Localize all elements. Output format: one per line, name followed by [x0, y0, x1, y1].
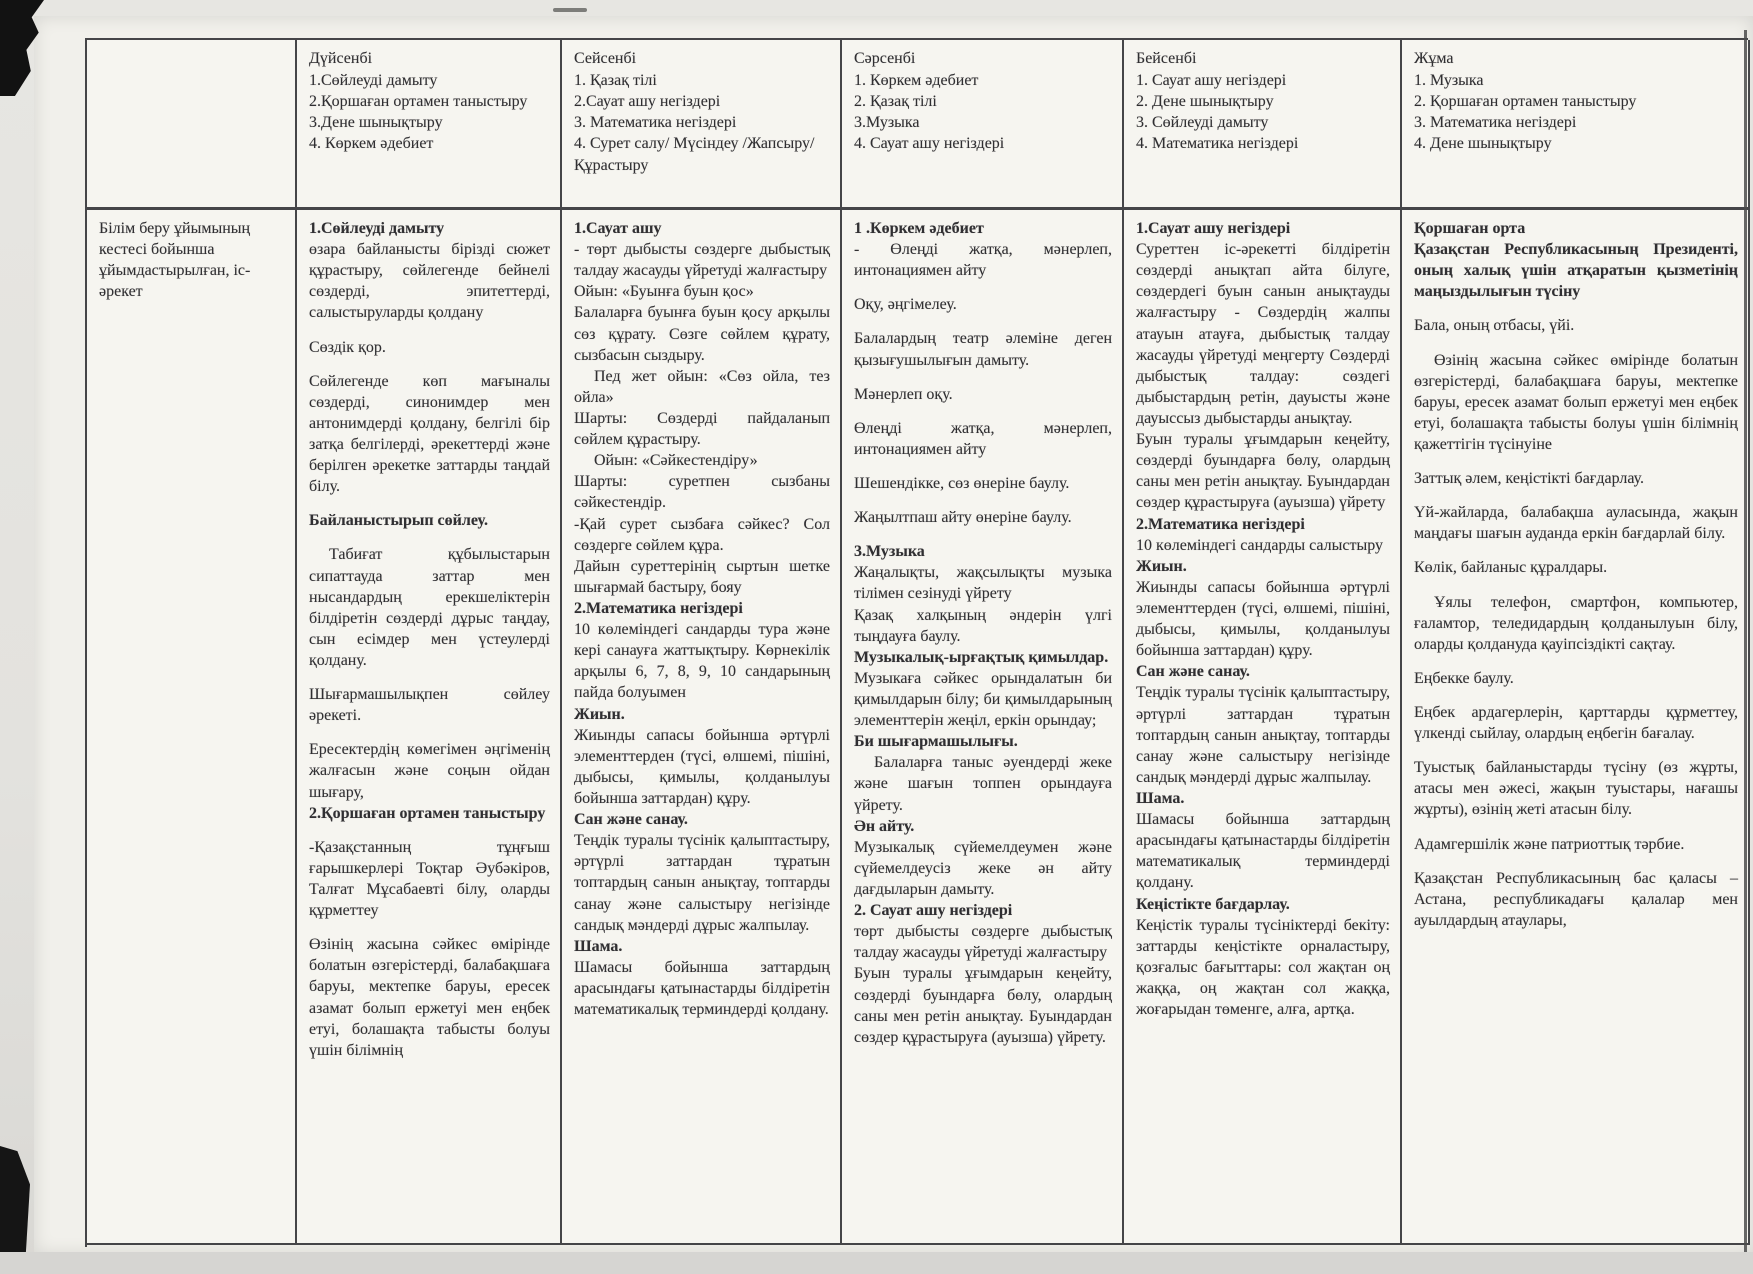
paragraph: Жиынды сапасы бойынша әртүрлі элементтерден (түсі, өлшемі, пішіні, дыбысы, қимылы, қолданылуы бойынша заттардан) құру.	[574, 726, 830, 807]
paragraph: Оқу, әңгімелеу.	[854, 296, 957, 314]
paragraph: Кеңістікте бағдарлау.	[1136, 895, 1290, 913]
scan-artifact-right-edge-line	[1744, 30, 1747, 1252]
day-header-tuesday	[562, 40, 842, 210]
day-title: Сәрсенбі	[854, 50, 916, 67]
paragraph: Шамасы бойынша заттардың арасындағы қатынастарды білдіретін математикалық терминдерді қолдану.	[574, 958, 830, 1019]
paragraph: - төрт дыбысты сөздерге дыбыстық талдау жасауды үйретуді жалғастыру	[574, 241, 830, 280]
day-subject-list	[854, 70, 1112, 154]
paragraph: 1.Сауат ашу	[574, 220, 662, 237]
paragraph: Көлік, байланыс құралдары.	[1414, 559, 1608, 577]
paragraph: Дайын суреттерінің сыртын шетке шығармай бастыру, бояу	[574, 557, 830, 596]
row-label-cell	[87, 210, 297, 1245]
activities-monday	[297, 210, 562, 1245]
paragraph: 10 көлеміндегі сандарды тура және кері санауға жаттықтыру. Көрнекілік арқылы 6, 7, 8, 9, 10 сандарының пайда болуымен	[574, 621, 830, 702]
day-subject: 3. Математика негіздері	[574, 114, 737, 132]
paragraph: Бала, оның отбасы, үйі.	[1414, 317, 1575, 335]
paragraph: Өзінің жасына сәйкес өмірінде болатын өзгерістерді, балабақшаға баруы, мектепке баруы, ересек азамат болып ержетуі мен еңбек етуі, болашақта табысты болуы үшін білімнің қажеттігін түсінуіне	[1414, 351, 1738, 453]
paragraph: Жиын.	[1136, 557, 1187, 575]
day-subject: 1. Қазақ тілі	[574, 72, 657, 90]
paragraph: Суреттен іс-әрекетті білдіретін сөздерді анықтап айта білуге, сөздердегі буын санын анықтауды жалғастыру - Сөздердің жалпы атауын атауға, дыбыстық талдау жасауды үйретуді меңгерту Сөздерді дыбыстық талдау: сөздегі дыбыстардың ретін, дауысты және дауыссыз дыбыстарды анықтау.	[1136, 241, 1390, 427]
paragraph: Жаңалықты, жақсылықты музыка тілімен сезінуді үйрету	[854, 564, 1112, 603]
day-subject-list	[1136, 70, 1390, 154]
header-empty-cell	[87, 40, 297, 210]
day-header-thursday	[1124, 40, 1402, 210]
paragraph: Жиын.	[574, 705, 625, 723]
paragraph: 2.Қоршаған ортамен таныстыру	[309, 804, 546, 822]
paragraph: Теңдік туралы түсінік қалыптастыру, әртүрлі заттардан тұратын топтардың санын анықтау, топтарды санау және салыстыру негізінде сандық мәндерді дұрыс жалпылау.	[1136, 684, 1390, 786]
day-subject: 3. Математика негіздері	[1414, 114, 1577, 132]
paragraph: 2.Математика негіздері	[1136, 515, 1305, 533]
day-subject: 4. Математика негіздері	[1136, 135, 1299, 153]
paragraph: 2.Математика негіздері	[574, 599, 743, 617]
paragraph: Ойын: «Сәйкестендіру»	[594, 452, 758, 470]
day-subject: 1.Сөйлеуді дамыту	[309, 72, 438, 90]
paragraph: Кеңістік туралы түсініктерді бекіту: заттарды кеңістікте орналастыру, қозғалыс бағыттары: сол жақтан оң жаққа, оң жақтан сол жаққа, жоғарыдан төменге, алға, артқа.	[1136, 916, 1390, 1019]
scan-bottom-band	[0, 1252, 1753, 1274]
day-header-wednesday	[842, 40, 1124, 210]
paragraph: Шама.	[574, 937, 623, 955]
activities-tuesday	[562, 210, 842, 1245]
day-subject: 3. Сөйлеуді дамыту	[1136, 114, 1269, 132]
scan-artifact-top-dash	[553, 8, 587, 12]
paragraph: Шешендікке, сөз өнеріне баулу.	[854, 474, 1070, 492]
paragraph: Шығармашылықпен сөйлеу әрекеті.	[309, 686, 550, 725]
day-subject: 4. Дене шынықтыру	[1414, 135, 1552, 153]
paragraph: Музыкалық сүйемелдеумен және сүйемелдеусіз жеке ән айту дағдыларын дамыту.	[854, 838, 1112, 898]
paragraph: Ән айту.	[854, 817, 915, 835]
day-subject: 2. Қазақ тілі	[854, 93, 937, 111]
paragraph: - Өлеңді жатқа, мәнерлеп, интонациямен айту	[854, 241, 1112, 280]
paragraph: Табиғат құбылыстарын сипаттауда заттар мен нысандардың ерекшеліктерін білдіретін сөздерді дұрыс таңдау, сын есімдер мен үстеулерді қолдану.	[309, 546, 550, 669]
weekly-schedule-table	[85, 38, 1748, 1247]
activities-wednesday	[842, 210, 1124, 1245]
paragraph: Музыкаға сәйкес орындалатын би қимылдарын білу; би қимылдарының элементтерін жеңіл, еркін орындау;	[854, 669, 1112, 730]
day-subject: 1. Музыка	[1414, 72, 1484, 90]
day-title: Бейсенбі	[1136, 50, 1197, 67]
paragraph: төрт дыбысты сөздерге дыбыстық талдау жасауды үйретуді жалғастыру	[854, 923, 1112, 962]
paragraph: 1.Сөйлеуді дамыту	[309, 220, 445, 237]
day-subject: 4. Көркем әдебиет	[309, 135, 434, 153]
paragraph: Еңбекке баулу.	[1414, 669, 1514, 687]
day-subject: 4. Сурет салу/ Мүсіндеу /Жапсыру/Құрастыру	[574, 135, 815, 174]
paragraph: Шамасы бойынша заттардың арасындағы қатынастарды білдіретін математикалық терминдерді қолдану.	[1136, 811, 1390, 892]
paragraph: 2. Сауат ашу негіздері	[854, 902, 1013, 920]
paragraph: Балалардың театр әлеміне деген қызығушылығын дамыту.	[854, 330, 1112, 369]
paragraph: Адамгершілік және патриоттық тәрбие.	[1414, 835, 1685, 853]
paragraph: Заттық әлем, кеңістікті бағдарлау.	[1414, 470, 1645, 488]
row-label: Білім беру ұйымының кестесі бойынша ұйымдастырылған, іс-әрекет	[99, 220, 251, 301]
paragraph: Қазақстан Республикасының бас қаласы – Астана, республикадағы қалалар мен ауылдардың атаулары,	[1414, 869, 1738, 929]
paragraph: Балаларға таныс әуендерді жеке және шағын топпен орындауға үйрету.	[854, 754, 1112, 814]
paragraph: Қазақ халқының әндерін үлгі тыңдауға баулу.	[854, 606, 1112, 645]
paragraph: Жаңылтпаш айту өнеріне баулу.	[854, 509, 1072, 527]
paragraph: -Қай сурет сызбаға сәйкес? Сол сөздерге сөйлем құра.	[574, 515, 830, 554]
paragraph: Жиынды сапасы бойынша әртүрлі элементтерден (түсі, өлшемі, пішіні, дыбысы, қимылы, қолданылуы бойынша заттардан) құру.	[1136, 578, 1390, 660]
day-subject-list	[1414, 70, 1738, 154]
day-header-friday	[1402, 40, 1750, 210]
day-subject: 3.Музыка	[854, 114, 920, 132]
day-subject: 1. Көркем әдебиет	[854, 72, 979, 90]
day-subject: 2. Дене шынықтыру	[1136, 93, 1274, 111]
paragraph: Музыкалық-ырғақтық қимылдар.	[854, 648, 1109, 666]
paragraph: Өлеңді жатқа, мәнерлеп, интонациямен айту	[854, 419, 1112, 458]
paragraph: Буын туралы ұғымдарын кеңейту, сөздерді буындарға бөлу, олардың саны мен ретін анықтау. Буындардан сөздер құрастыруға (ауызша) үйрету.	[854, 965, 1112, 1046]
day-subject-list	[574, 70, 830, 176]
paragraph: Еңбек ардагерлерін, қарттарды құрметтеу, үлкенді сыйлау, олардың еңбегін бағалау.	[1414, 703, 1738, 743]
paragraph: 1.Сауат ашу негіздері	[1136, 220, 1291, 237]
paragraph: -Қазақстанның тұңғыш ғарышкерлері Тоқтар Әубәкіров, Талғат Мұсабаевті білу, оларды құрметтеу	[309, 838, 550, 920]
paragraph: 1 .Көркем әдебиет	[854, 220, 984, 237]
paragraph: 10 көлеміндегі сандарды салыстыру	[1136, 536, 1384, 554]
paragraph: Қоршаған орта	[1414, 220, 1526, 237]
paragraph: Шарты: Сөздерді пайдаланып сөйлем құрастыру.	[574, 409, 830, 449]
paragraph: Буын туралы ұғымдарын кеңейту, сөздерді буындарға бөлу, олардың саны мен ретін анықтау. Буындардан сөздер құрастыруға (ауызша) үйрету	[1136, 431, 1390, 512]
paragraph: Қазақстан Республикасының Президенті, оның халық үшін атқаратын қызметінің маңыздылығын түсіну	[1414, 241, 1738, 301]
paragraph: 3.Музыка	[854, 543, 925, 561]
day-title: Сейсенбі	[574, 50, 637, 67]
day-subject: 4. Сауат ашу негіздері	[854, 135, 1005, 153]
paragraph: Балаларға буынға буын қосу арқылы сөз құрату. Сөзге сөйлем құрату, сызбасын сыздыру.	[574, 304, 830, 364]
day-subject: 2.Қоршаған ортамен таныстыру	[309, 93, 528, 111]
paragraph: Өзінің жасына сәйкес өмірінде болатын өзгерістерді, балабақшаға баруы, мектепке баруы, ересек азамат болып ержетуі мен еңбек етуі, болашақта табысты болуы үшін білімнің	[309, 936, 550, 1059]
day-title: Жұма	[1414, 50, 1454, 67]
paragraph: Сан және санау.	[574, 811, 688, 829]
paragraph: Теңдік туралы түсінік қалыптастыру, әртүрлі заттардан тұратын топтардың санын анықтау, топтарды санау және салыстыру негізінде сандық мәндерді дұрыс жалпылау.	[574, 832, 830, 934]
paragraph: Би шығармашылығы.	[854, 733, 1018, 751]
paragraph: Сөздік қор.	[309, 338, 386, 356]
paragraph: Шама.	[1136, 789, 1185, 807]
paragraph: Ересектердің көмегімен әңгіменің жалғасын және соңын ойдан шығару,	[309, 741, 550, 801]
paragraph: Байланыстырып сөйлеу.	[309, 512, 488, 530]
day-subject-list	[309, 70, 550, 154]
paragraph: Шарты: суретпен сызбаны сәйкестендір.	[574, 473, 830, 512]
activities-friday	[1402, 210, 1750, 1245]
paragraph: Үй-жайларда, балабақша ауласында, жақын маңдағы шағын ауданда еркін бағдарлай білу.	[1414, 504, 1738, 543]
day-title: Дүйсенбі	[309, 50, 373, 67]
day-subject: 2.Сауат ашу негіздері	[574, 93, 721, 111]
day-subject: 2. Қоршаған ортамен таныстыру	[1414, 93, 1637, 111]
paragraph: Сөйлегенде көп мағыналы сөздерді, синонимдер мен антонимдерді қолдану, белгілі бір затқа белгілерді, әрекеттерді және берілген әрекетке заттарды таңдай білу.	[309, 372, 550, 496]
paragraph: Пед жет ойын: «Сөз ойла, тез ойла»	[574, 367, 830, 406]
day-subject: 1. Сауат ашу негіздері	[1136, 72, 1287, 90]
paragraph: Ойын: «Буынға буын қос»	[574, 283, 754, 301]
paragraph: Ұялы телефон, смартфон, компьютер, ғаламтор, теледидардың қолданылуын білу, оларды қолдануда қауіпсіздікті сақтау.	[1414, 593, 1738, 653]
day-subject: 3.Дене шынықтыру	[309, 114, 443, 132]
activities-thursday	[1124, 210, 1402, 1245]
day-header-monday	[297, 40, 562, 210]
paragraph: өзара байланысты бірізді сюжет құрастыру, сөйлегенде бейнелі сөздерді, эпитеттерді, салыстыруларды қолдану	[309, 241, 550, 322]
paragraph: Сан және санау.	[1136, 663, 1250, 681]
paragraph: Мәнерлеп оқу.	[854, 385, 953, 403]
paragraph: Туыстық байланыстарды түсіну (өз жұрты, атасы мен әжесі, жақын туыстары, нағашы жұрты), өзінің жеті атасын білу.	[1414, 759, 1738, 819]
